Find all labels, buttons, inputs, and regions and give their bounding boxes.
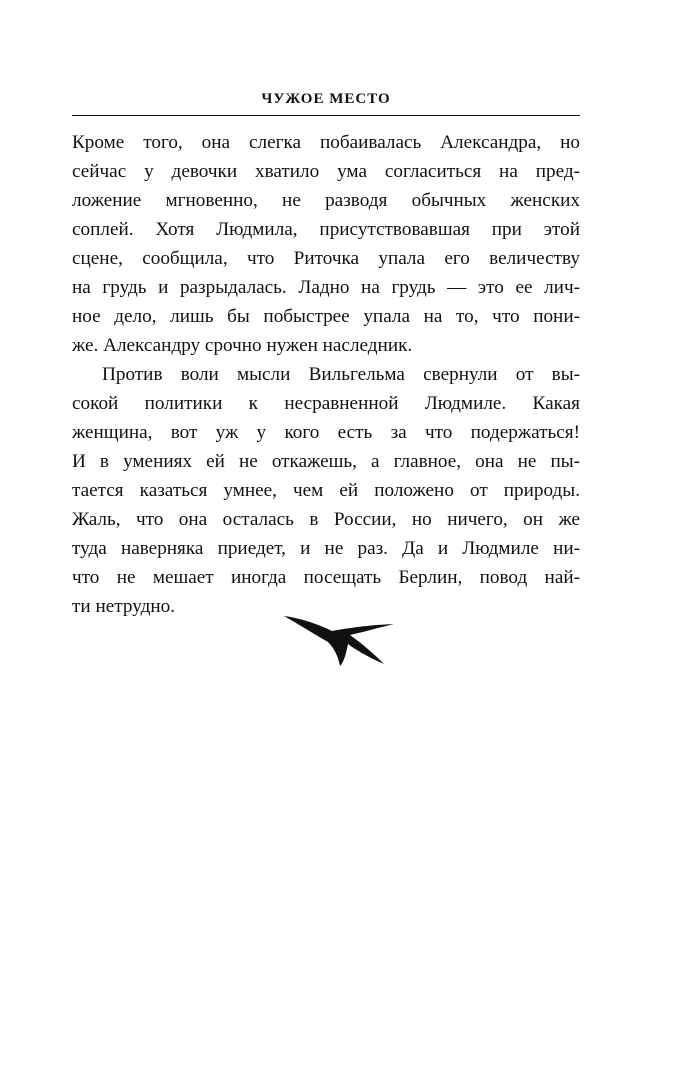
- header-rule: [72, 115, 580, 116]
- text-line: ное дело, лишь бы побыстрее упала на то, что пони-: [72, 306, 580, 327]
- text-line: Против воли мысли Вильгельма свернули от вы-: [102, 364, 580, 385]
- text-line: же. Александру срочно нужен наследник.: [72, 335, 413, 356]
- text-line: сокой политики к несравненной Людмиле. Какая: [72, 393, 580, 414]
- paragraph-1: [72, 128, 580, 360]
- text-line: сейчас у девочки хватило ума согласиться на пред-: [72, 161, 580, 182]
- body-text: [72, 128, 580, 621]
- text-line: Жаль, что она осталась в России, но ничего, он же: [72, 509, 580, 530]
- text-line: туда наверняка приедет, и не раз. Да и Людмиле ни-: [72, 538, 580, 559]
- text-line: Кроме того, она слегка побаивалась Александра, но: [72, 132, 580, 153]
- text-line: ложение мгновенно, не разводя обычных женских: [72, 190, 580, 211]
- text-line: И в умениях ей не откажешь, а главное, она не пы-: [72, 451, 580, 472]
- text-line: что не мешает иногда посещать Берлин, повод най-: [72, 567, 580, 588]
- paragraph-2: [72, 360, 580, 621]
- text-line: на грудь и разрыдалась. Ладно на грудь — это ее лич-: [72, 277, 580, 298]
- text-line: женщина, вот уж у кого есть за что подержаться!: [72, 422, 580, 443]
- text-line: соплей. Хотя Людмила, присутствовавшая при этой: [72, 219, 580, 240]
- swallow-bird-ornament-icon: [282, 604, 396, 668]
- text-line: ти нетрудно.: [72, 596, 176, 617]
- text-line: сцене, сообщила, что Риточка упала его величеству: [72, 248, 580, 269]
- text-line: тается казаться умнее, чем ей положено от природы.: [72, 480, 580, 501]
- running-title: ЧУЖОЕ МЕСТО: [261, 91, 391, 107]
